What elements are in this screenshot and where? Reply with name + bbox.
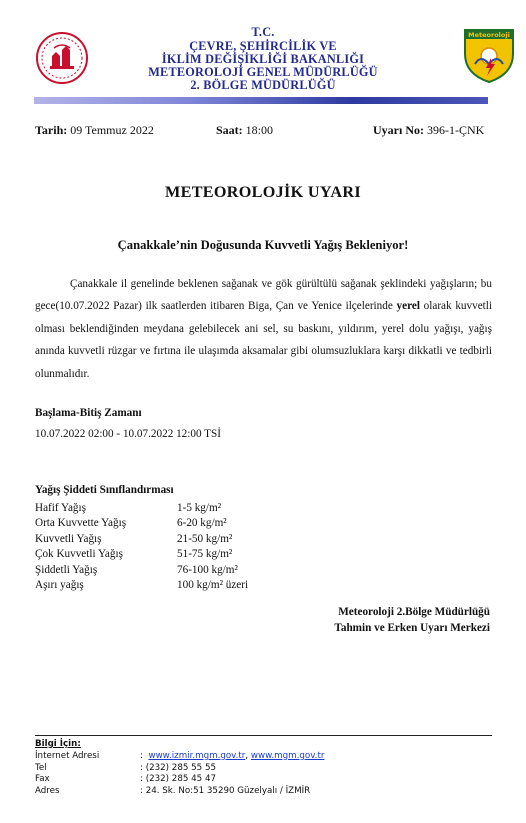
footer-row-fax bbox=[35, 774, 492, 786]
meteorology-logo-icon bbox=[463, 24, 515, 84]
class-value: 100 kg/m² üzeri bbox=[177, 579, 249, 592]
header-line-ministry-2: İKLİM DEĞİŞİKLİĞİ BAKANLIĞI bbox=[161, 52, 365, 66]
table-row bbox=[35, 532, 248, 547]
time-label: Saat: bbox=[216, 123, 243, 137]
body-text-emphasis: yerel bbox=[396, 300, 420, 313]
footer-row-address bbox=[35, 786, 492, 798]
class-value: 6-20 kg/m² bbox=[177, 517, 227, 530]
warning-number-field bbox=[373, 123, 484, 138]
warning-paragraph bbox=[35, 273, 492, 385]
signature-line-2: Tahmin ve Erken Uyarı Merkezi bbox=[334, 622, 490, 634]
body-text-part-1: Çanakkale il genelinde beklenen sağanak ve gök gürültülü sağanak şeklindeki yağışların; bu gece(10.07.2022 Pazar) ilk saatlerden itibaren Biga, Çan ve Yenice ilçelerinde bbox=[35, 278, 492, 313]
time-field bbox=[216, 123, 273, 138]
classification-title: Yağış Şiddeti Sınıflandırması bbox=[35, 484, 174, 496]
tel-value: : (232) 285 55 55 bbox=[140, 762, 217, 773]
footer-divider bbox=[35, 735, 492, 736]
time-range-value: 10.07.2022 02:00 - 10.07.2022 12:00 TSİ bbox=[35, 428, 221, 440]
address-value: : 24. Sk. No:51 35290 Güzelyalı / İZMİR bbox=[140, 786, 311, 797]
warning-body bbox=[35, 273, 492, 385]
class-name: Orta Kuvvette Yağış bbox=[35, 517, 127, 530]
meteorology-logo-label: Meteoroloji bbox=[468, 31, 510, 39]
class-value: 51-75 kg/m² bbox=[177, 548, 233, 561]
fax-label: Fax bbox=[35, 774, 50, 785]
table-row bbox=[35, 578, 248, 593]
warning-number-label: Uyarı No: bbox=[373, 123, 424, 137]
time-range-label: Başlama-Bitiş Zamanı bbox=[35, 407, 142, 419]
date-field bbox=[35, 123, 154, 138]
table-row bbox=[35, 563, 248, 578]
warning-number-value: 396-1-ÇNK bbox=[427, 123, 485, 137]
class-value: 21-50 kg/m² bbox=[177, 532, 233, 545]
address-label: Adres bbox=[35, 786, 60, 797]
class-name: Aşırı yağış bbox=[35, 579, 84, 592]
link-separator: , bbox=[245, 750, 249, 761]
class-name: Kuvvetli Yağış bbox=[35, 532, 102, 545]
header-line-directorate: METEOROLOJİ GENEL MÜDÜRLÜĞÜ bbox=[148, 65, 378, 79]
signature-block bbox=[200, 604, 490, 636]
date-label: Tarih: bbox=[35, 123, 68, 137]
internet-separator: : bbox=[140, 750, 143, 761]
fax-value: : (232) 285 45 47 bbox=[140, 774, 217, 785]
izmir-mgm-link[interactable]: www.izmir.mgm.gov.tr bbox=[148, 750, 246, 761]
footer-row-tel bbox=[35, 763, 492, 775]
tel-label: Tel bbox=[35, 762, 47, 773]
classification-table bbox=[35, 501, 248, 593]
class-value: 1-5 kg/m² bbox=[177, 502, 222, 514]
header-divider bbox=[34, 97, 488, 104]
class-name: Hafif Yağış bbox=[35, 502, 86, 514]
class-value: 76-100 kg/m² bbox=[177, 563, 238, 576]
signature-line-1: Meteoroloji 2.Bölge Müdürlüğü bbox=[338, 606, 490, 618]
class-name: Şiddetli Yağış bbox=[35, 563, 98, 576]
warning-subtitle: Çanakkale’nin Doğusunda Kuvvetli Yağış Bekleniyor! bbox=[117, 238, 409, 252]
body-text-part-2: olarak kuvvetli olması beklendiğinden meydana gelebilecek ani sel, su baskını, yıldırım, yerel dolu yağışı, yağış anında kuvvetli rüzgar ve fırtına ile ulaşımda aksamalar gibi olumsuzluklara karşı dikkatli ve tedbirli olunmalıdır. bbox=[35, 300, 492, 380]
date-value: 09 Temmuz 2022 bbox=[70, 123, 154, 137]
time-value: 18:00 bbox=[245, 123, 274, 137]
header-line-ministry-1: ÇEVRE, ŞEHİRCİLİK VE bbox=[189, 39, 337, 53]
class-name: Çok Kuvvetli Yağış bbox=[35, 548, 123, 561]
header-line-region: 2. BÖLGE MÜDÜRLÜĞÜ bbox=[190, 78, 336, 92]
header-line-tc: T.C. bbox=[251, 25, 275, 39]
table-row bbox=[35, 501, 248, 516]
letterhead bbox=[0, 0, 526, 110]
footer-row-internet bbox=[35, 751, 492, 763]
footer-heading: Bilgi İçin: bbox=[35, 739, 81, 749]
table-row bbox=[35, 516, 248, 531]
document-title: METEOROLOJİK UYARI bbox=[165, 183, 361, 201]
contact-footer bbox=[35, 739, 492, 798]
internet-label: İnternet Adresi bbox=[35, 750, 100, 761]
mgm-link[interactable]: www.mgm.gov.tr bbox=[250, 750, 325, 761]
table-row bbox=[35, 547, 248, 562]
